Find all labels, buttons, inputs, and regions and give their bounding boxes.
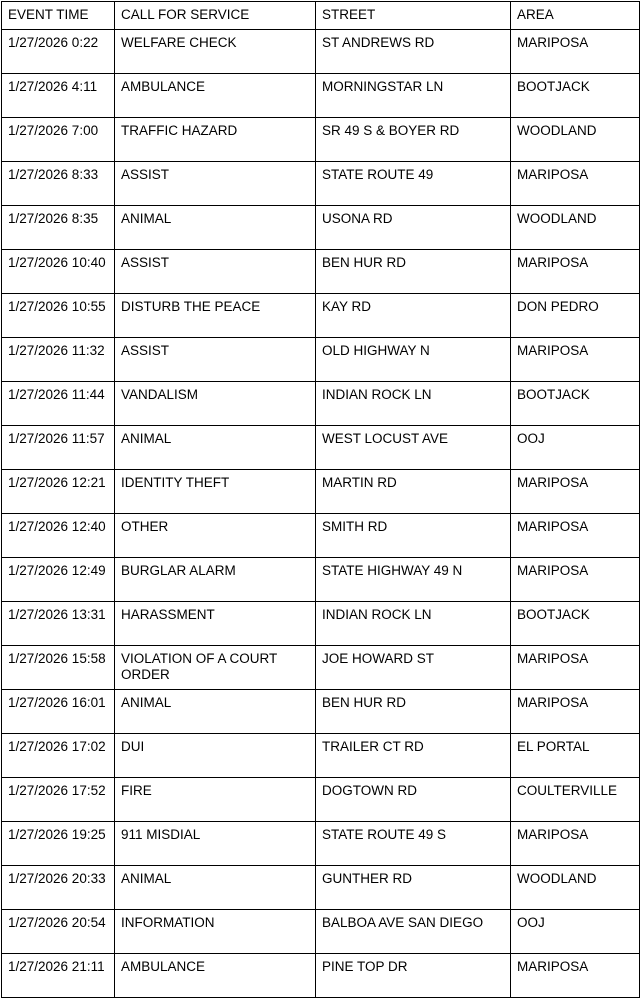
table-row <box>2 910 640 954</box>
area-cell: MARIPOSA <box>511 558 640 602</box>
area-cell: BOOTJACK <box>511 74 640 118</box>
street-cell: MORNINGSTAR LN <box>316 74 511 118</box>
area-cell: MARIPOSA <box>511 954 640 998</box>
table-row <box>2 558 640 602</box>
call-log-table <box>1 1 640 998</box>
event-time-cell: 1/27/2026 20:33 <box>2 866 115 910</box>
street-cell: DOGTOWN RD <box>316 778 511 822</box>
event-time-cell: 1/27/2026 0:22 <box>2 30 115 74</box>
area-cell: BOOTJACK <box>511 602 640 646</box>
street-cell: TRAILER CT RD <box>316 734 511 778</box>
header-row <box>2 2 640 30</box>
table-row <box>2 690 640 734</box>
event-time-cell: 1/27/2026 10:40 <box>2 250 115 294</box>
event-time-cell: 1/27/2026 12:40 <box>2 514 115 558</box>
header-call-for-service: CALL FOR SERVICE <box>115 2 316 30</box>
event-time-cell: 1/27/2026 17:02 <box>2 734 115 778</box>
table-row <box>2 646 640 690</box>
event-time-cell: 1/27/2026 17:52 <box>2 778 115 822</box>
event-time-cell: 1/27/2026 20:54 <box>2 910 115 954</box>
call-for-service-cell: ASSIST <box>115 162 316 206</box>
call-for-service-cell: ANIMAL <box>115 206 316 250</box>
call-for-service-cell: ANIMAL <box>115 866 316 910</box>
event-time-cell: 1/27/2026 16:01 <box>2 690 115 734</box>
call-for-service-cell: 911 MISDIAL <box>115 822 316 866</box>
table-row <box>2 30 640 74</box>
call-for-service-cell: INFORMATION <box>115 910 316 954</box>
call-for-service-cell: DUI <box>115 734 316 778</box>
area-cell: WOODLAND <box>511 866 640 910</box>
event-time-cell: 1/27/2026 7:00 <box>2 118 115 162</box>
table-row <box>2 382 640 426</box>
table-row <box>2 778 640 822</box>
call-for-service-cell: OTHER <box>115 514 316 558</box>
area-cell: MARIPOSA <box>511 470 640 514</box>
table-row <box>2 954 640 998</box>
event-time-cell: 1/27/2026 8:33 <box>2 162 115 206</box>
area-cell: WOODLAND <box>511 118 640 162</box>
street-cell: STATE ROUTE 49 <box>316 162 511 206</box>
event-time-cell: 1/27/2026 10:55 <box>2 294 115 338</box>
event-time-cell: 1/27/2026 11:32 <box>2 338 115 382</box>
street-cell: SR 49 S & BOYER RD <box>316 118 511 162</box>
street-cell: MARTIN RD <box>316 470 511 514</box>
street-cell: GUNTHER RD <box>316 866 511 910</box>
street-cell: BEN HUR RD <box>316 250 511 294</box>
table-row <box>2 822 640 866</box>
street-cell: ST ANDREWS RD <box>316 30 511 74</box>
table-row <box>2 294 640 338</box>
table-row <box>2 206 640 250</box>
street-cell: SMITH RD <box>316 514 511 558</box>
call-for-service-cell: ANIMAL <box>115 690 316 734</box>
call-for-service-cell: AMBULANCE <box>115 954 316 998</box>
event-time-cell: 1/27/2026 11:57 <box>2 426 115 470</box>
table-row <box>2 866 640 910</box>
street-cell: OLD HIGHWAY N <box>316 338 511 382</box>
street-cell: JOE HOWARD ST <box>316 646 511 690</box>
area-cell: OOJ <box>511 426 640 470</box>
header-area: AREA <box>511 2 640 30</box>
event-time-cell: 1/27/2026 13:31 <box>2 602 115 646</box>
table-body <box>2 30 640 998</box>
table-row <box>2 338 640 382</box>
street-cell: INDIAN ROCK LN <box>316 382 511 426</box>
event-time-cell: 1/27/2026 4:11 <box>2 74 115 118</box>
call-for-service-cell: TRAFFIC HAZARD <box>115 118 316 162</box>
call-for-service-cell: IDENTITY THEFT <box>115 470 316 514</box>
street-cell: KAY RD <box>316 294 511 338</box>
call-for-service-cell: WELFARE CHECK <box>115 30 316 74</box>
street-cell: INDIAN ROCK LN <box>316 602 511 646</box>
call-for-service-cell: HARASSMENT <box>115 602 316 646</box>
table-row <box>2 602 640 646</box>
area-cell: EL PORTAL <box>511 734 640 778</box>
street-cell: STATE HIGHWAY 49 N <box>316 558 511 602</box>
area-cell: MARIPOSA <box>511 690 640 734</box>
area-cell: BOOTJACK <box>511 382 640 426</box>
area-cell: MARIPOSA <box>511 646 640 690</box>
table-row <box>2 74 640 118</box>
call-for-service-cell: FIRE <box>115 778 316 822</box>
street-cell: STATE ROUTE 49 S <box>316 822 511 866</box>
area-cell: WOODLAND <box>511 206 640 250</box>
event-time-cell: 1/27/2026 15:58 <box>2 646 115 690</box>
call-for-service-cell: DISTURB THE PEACE <box>115 294 316 338</box>
table-row <box>2 734 640 778</box>
call-for-service-cell: ASSIST <box>115 250 316 294</box>
area-cell: OOJ <box>511 910 640 954</box>
event-time-cell: 1/27/2026 8:35 <box>2 206 115 250</box>
street-cell: BEN HUR RD <box>316 690 511 734</box>
header-street: STREET <box>316 2 511 30</box>
area-cell: MARIPOSA <box>511 30 640 74</box>
area-cell: MARIPOSA <box>511 822 640 866</box>
area-cell: MARIPOSA <box>511 250 640 294</box>
event-time-cell: 1/27/2026 21:11 <box>2 954 115 998</box>
call-for-service-cell: VANDALISM <box>115 382 316 426</box>
header-event-time: EVENT TIME <box>2 2 115 30</box>
street-cell: BALBOA AVE SAN DIEGO <box>316 910 511 954</box>
event-time-cell: 1/27/2026 19:25 <box>2 822 115 866</box>
area-cell: MARIPOSA <box>511 514 640 558</box>
call-for-service-cell: AMBULANCE <box>115 74 316 118</box>
table-row <box>2 118 640 162</box>
call-for-service-cell: VIOLATION OF A COURT ORDER <box>115 646 316 690</box>
street-cell: PINE TOP DR <box>316 954 511 998</box>
event-time-cell: 1/27/2026 11:44 <box>2 382 115 426</box>
event-time-cell: 1/27/2026 12:21 <box>2 470 115 514</box>
table-row <box>2 514 640 558</box>
area-cell: DON PEDRO <box>511 294 640 338</box>
table-row <box>2 162 640 206</box>
area-cell: MARIPOSA <box>511 338 640 382</box>
table-row <box>2 250 640 294</box>
event-time-cell: 1/27/2026 12:49 <box>2 558 115 602</box>
call-for-service-cell: ASSIST <box>115 338 316 382</box>
call-for-service-cell: BURGLAR ALARM <box>115 558 316 602</box>
call-for-service-cell: ANIMAL <box>115 426 316 470</box>
area-cell: COULTERVILLE <box>511 778 640 822</box>
table-row <box>2 470 640 514</box>
street-cell: WEST LOCUST AVE <box>316 426 511 470</box>
area-cell: MARIPOSA <box>511 162 640 206</box>
street-cell: USONA RD <box>316 206 511 250</box>
table-row <box>2 426 640 470</box>
